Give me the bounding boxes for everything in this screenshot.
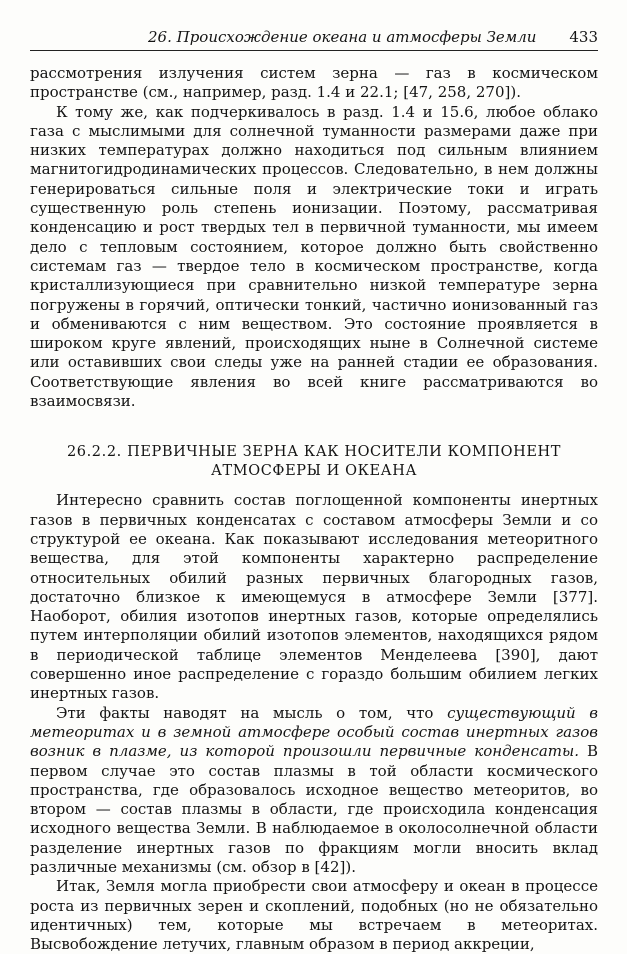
paragraph-with-emphasis <box>30 704 598 878</box>
emphasized-text: существующий в метеоритах и в земной атмосфере особый состав инертных газов возник в плазме, из которой произошли первичные конденсаты. <box>30 703 598 761</box>
page-number: 433 <box>569 28 598 46</box>
section-heading-line-1: 26.2.2. ПЕРВИЧНЫЕ ЗЕРНА КАК НОСИТЕЛИ КОМПОНЕНТ <box>66 444 562 461</box>
running-title: 26. Происхождение океана и атмосферы Земли <box>148 28 537 46</box>
paragraph-text: Эти факты наводят на мысль о том, что <box>56 703 448 722</box>
paragraph: Итак, Земля могла приобрести свои атмосферу и океан в процессе роста из первичных зерен и скоплений, подобных (но не обязательно идентичных) тем, которые мы встречаем в метеоритах. Высвобождение летучих, главным образом в период аккреции, <box>30 877 598 954</box>
paragraph-continued: рассмотрения излучения систем зерна — газ в космическом пространстве (см., например, разд. 1.4 и 22.1; [47, 258, 270]). <box>30 64 598 102</box>
paragraph: Интересно сравнить состав поглощенной компоненты инертных газов в первичных конденсатах с составом атмосферы Земли и со структурой ее океана. Как показывают исследования метеоритного вещества, для этой компоненты характерно распределение относительных обилий разных первичных благородных газов, достаточно близкое к имеющемуся в атмосфере Земли [377]. Наоборот, обилия изотопов инертных газов, которые определялись путем интерполяции обилий изотопов элементов, находящихся рядом в периодической таблице элементов Менделеева [390], дают совершенно иное распределение с гораздо большим обилием легких инертных газов. <box>30 491 598 703</box>
section-heading-line-2: АТМОСФЕРЫ И ОКЕАНА <box>210 463 418 480</box>
paragraph: К тому же, как подчеркивалось в разд. 1.4 и 15.6, любое облако газа с мыслимыми для солнечной туманности размерами даже при низких температурах должно находиться под сильным влиянием магнитогидродинамических процессов. Следовательно, в нем должны генерироваться сильные поля и электрические токи и играть существенную роль степень ионизации. Поэтому, рассматривая конденсацию и рост твердых тел в первичной туманности, мы имеем дело с тепловым состоянием, которое должно быть свойственно системам газ — твердое тело в космическом пространстве, когда кристаллизующиеся при сравнительно низкой температуре зерна погружены в горячий, оптически тонкий, частично ионизованный газ и обмениваются с ним веществом. Это состояние проявляется в широком круге явлений, происходящих ныне в Солнечной системе или оставивших свои следы уже на ранней стадии ее образования. Соответствующие явления во всей книге рассматриваются во взаимосвязи. <box>30 102 598 411</box>
page-body <box>30 64 598 954</box>
section-heading <box>30 443 598 481</box>
paragraph-text: В первом случае это состав плазмы в той области космического пространства, где образовалось исходное вещество метеоритов, во втором — состав плазмы в области, где происходила конденсация исходного вещества Земли. В наблюдаемое в околосолнечной области разделение инертных газов по фракциям могли вносить вклад различные механизмы (см. обзор в [42]). <box>30 742 598 876</box>
header-rule <box>30 50 598 51</box>
running-header <box>30 28 598 48</box>
